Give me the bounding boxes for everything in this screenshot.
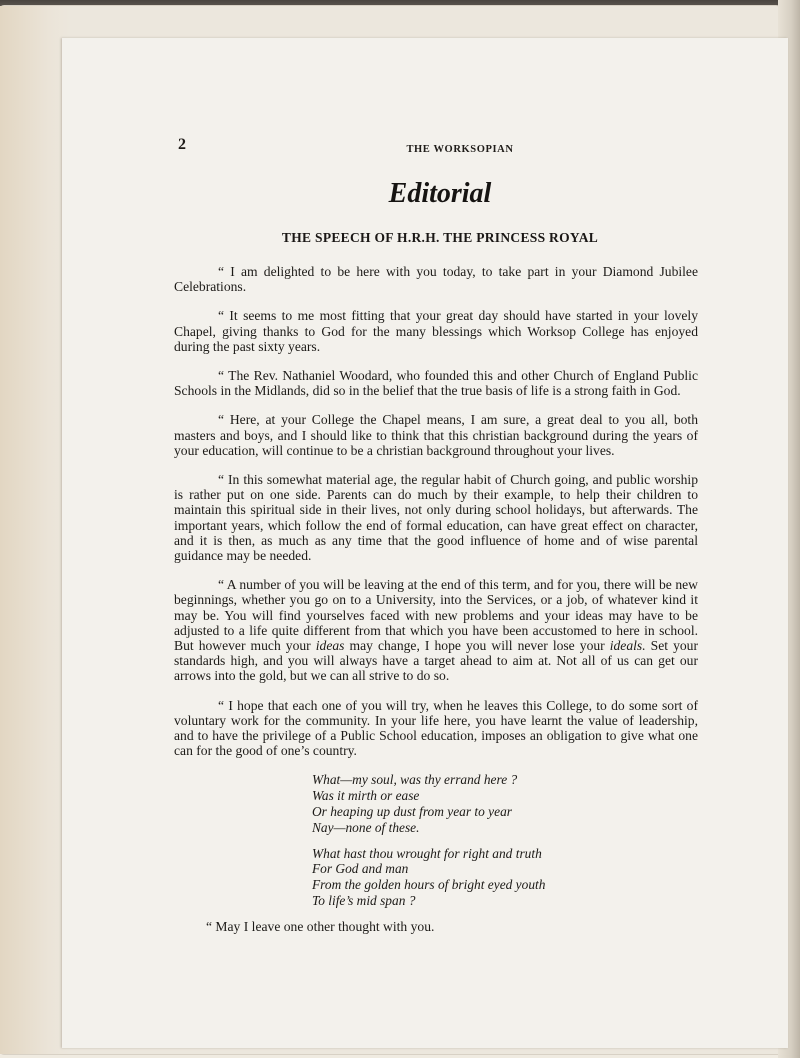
poem-line: To life’s mid span ? xyxy=(312,893,416,909)
poem xyxy=(312,772,698,908)
paragraph-5: “ In this somewhat material age, the regular habit of Church going, and public worship is rather put on one side. Parents can do much by their example, to help their children to maintain this spiritual side in their lives, not only during school holidays, but afterwards. The important years, which follow the end of formal education, can have great effect on character, and it is then, as much as any time that the good influence of home and of wise parental guidance may be needed. xyxy=(174,472,698,564)
paragraph-6-part-1: “ A number of you will be leaving at the end of this term, and for you, there will be new beginnings, whether you go on to a University, into the Services, or a job, of whatever kind it may be. You will find yourselves faced with new problems and your ideas may have to be adjusted to a life quite different from that which you have been accustomed to here in school. But however much your xyxy=(174,577,698,654)
paragraph-6-part-3: Set your standards high, and you will always have a target ahead to aim at. Not all of us can get our arrows into the gold, but we can all strive to do so. xyxy=(174,638,698,684)
poem-line: Nay—none of these. xyxy=(312,819,420,835)
poem-line: Was it mirth or ease xyxy=(312,788,420,804)
poem-stanza-2 xyxy=(312,846,698,909)
page-number: 2 xyxy=(178,136,186,153)
poem-line: What—my soul, was thy errand here ? xyxy=(312,772,518,788)
article-subtitle: THE SPEECH OF H.R.H. THE PRINCESS ROYAL xyxy=(281,230,599,245)
poem-line: From the golden hours of bright eyed youth xyxy=(312,877,546,893)
paragraph-4: “ Here, at your College the Chapel means, I am sure, a great deal to you all, both masters and boys, and I should like to think that this christian background during the years of your education, will continue to be a christian background throughout your lives. xyxy=(174,412,698,458)
paragraph-3: “ The Rev. Nathaniel Woodard, who founded this and other Church of England Public Schools in the Midlands, did so in the belief that the true basis of life is a strong faith in God. xyxy=(174,368,698,399)
poem-line: What hast thou wrought for right and truth xyxy=(312,845,542,861)
paragraph-6 xyxy=(174,577,698,683)
poem-stanza-1 xyxy=(312,772,698,835)
emphasis-ideas: ideas xyxy=(315,638,345,654)
paragraph-1: “ I am delighted to be here with you today, to take part in your Diamond Jubilee Celebrations. xyxy=(174,264,698,295)
closing-paragraph: “ May I leave one other thought with you. xyxy=(206,918,435,934)
poem-line: Or heaping up dust from year to year xyxy=(312,804,512,820)
paragraph-6-part-2: may change, I hope you will never lose your xyxy=(344,638,610,654)
poem-line: For God and man xyxy=(312,861,409,877)
paragraph-2: “ It seems to me most fitting that your great day should have started in your lovely Chapel, giving thanks to God for the many blessings which Worksop College has enjoyed during the past sixty years. xyxy=(174,308,698,354)
emphasis-ideals: ideals. xyxy=(609,638,646,654)
page-edge-left xyxy=(0,6,70,1054)
running-head: THE WORKSOPIAN xyxy=(406,144,514,155)
page-title: Editorial xyxy=(388,178,492,209)
paragraph-7: “ I hope that each one of you will try, when he leaves this College, to do some sort of voluntary work for the community. In your life here, you have learnt the value of leadership, and to have the privilege of a Public School education, imposes an obligation to give what one can for the good of one’s country. xyxy=(174,697,698,759)
article-body xyxy=(174,264,698,948)
